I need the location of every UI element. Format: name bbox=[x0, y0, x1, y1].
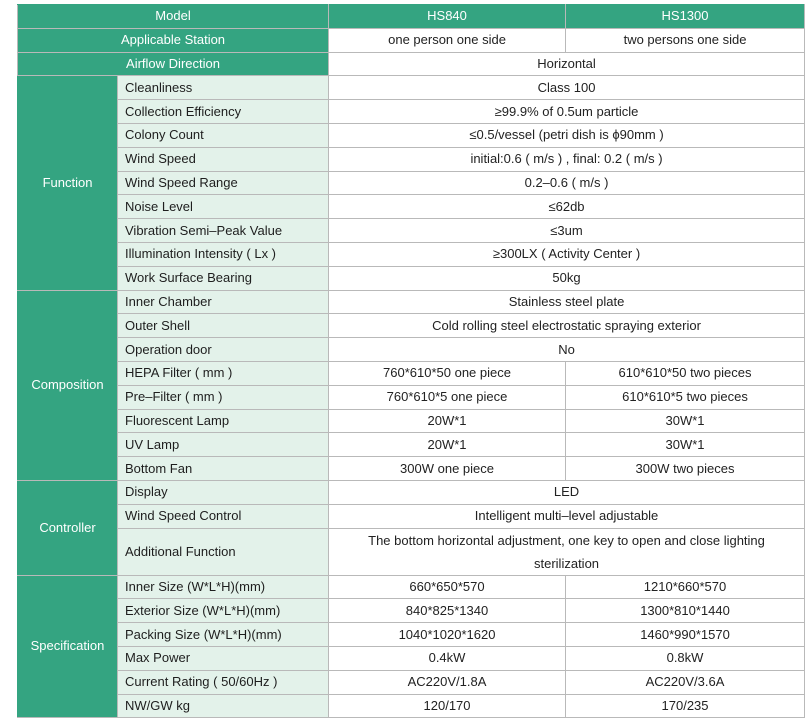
table-row bbox=[18, 433, 805, 457]
hs1300-value: 1460*990*1570 bbox=[566, 623, 805, 647]
hs1300-value: 610*610*50 two pieces bbox=[566, 361, 805, 385]
hs840-value: 300W one piece bbox=[329, 457, 566, 481]
station-hs1300: two persons one side bbox=[566, 28, 805, 52]
additional-function-line-2: sterilization bbox=[534, 555, 600, 571]
airflow-direction-value: Horizontal bbox=[329, 52, 805, 76]
hs1300-value: 300W two pieces bbox=[566, 457, 805, 481]
hs1300-value: 1210*660*570 bbox=[566, 575, 805, 599]
hs840-header: HS840 bbox=[329, 5, 566, 29]
param-value: 50kg bbox=[329, 266, 805, 290]
hs1300-value: 1300*810*1440 bbox=[566, 599, 805, 623]
param-label: UV Lamp bbox=[118, 433, 329, 457]
param-label: Wind Speed Range bbox=[118, 171, 329, 195]
hs1300-value: 0.8kW bbox=[566, 646, 805, 670]
hs840-value: 120/170 bbox=[329, 694, 566, 718]
hs840-value: 20W*1 bbox=[329, 409, 566, 433]
table-row bbox=[18, 28, 805, 52]
hs1300-value: AC220V/3.6A bbox=[566, 670, 805, 694]
table-row bbox=[18, 338, 805, 362]
table-row bbox=[18, 670, 805, 694]
model-header: Model bbox=[18, 5, 329, 29]
spec-table-container bbox=[17, 4, 804, 718]
table-row bbox=[18, 528, 805, 575]
param-label: Pre–Filter ( mm ) bbox=[118, 385, 329, 409]
table-row bbox=[18, 171, 805, 195]
table-row bbox=[18, 123, 805, 147]
param-label: Max Power bbox=[118, 646, 329, 670]
param-label: Wind Speed bbox=[118, 147, 329, 171]
table-row bbox=[18, 575, 805, 599]
param-value: ≥300LX ( Activity Center ) bbox=[329, 242, 805, 266]
hs840-value: 760*610*50 one piece bbox=[329, 361, 566, 385]
param-value: Cold rolling steel electrostatic spraying exterior bbox=[329, 314, 805, 338]
param-label: Inner Size (W*L*H)(mm) bbox=[118, 575, 329, 599]
table-row bbox=[18, 219, 805, 243]
spec-table bbox=[17, 4, 805, 718]
table-row bbox=[18, 266, 805, 290]
table-row bbox=[18, 480, 805, 504]
param-label: Operation door bbox=[118, 338, 329, 362]
param-label: Wind Speed Control bbox=[118, 504, 329, 528]
param-label: Display bbox=[118, 480, 329, 504]
table-row bbox=[18, 290, 805, 314]
param-value: Stainless steel plate bbox=[329, 290, 805, 314]
param-value: LED bbox=[329, 480, 805, 504]
hs840-value: 0.4kW bbox=[329, 646, 566, 670]
param-label: Fluorescent Lamp bbox=[118, 409, 329, 433]
applicable-station-label: Applicable Station bbox=[18, 28, 329, 52]
param-label: Noise Level bbox=[118, 195, 329, 219]
hs1300-value: 30W*1 bbox=[566, 433, 805, 457]
table-row bbox=[18, 52, 805, 76]
param-value: Class 100 bbox=[329, 76, 805, 100]
param-label: Illumination Intensity ( Lx ) bbox=[118, 242, 329, 266]
group-function: Function bbox=[18, 76, 118, 290]
group-composition: Composition bbox=[18, 290, 118, 480]
param-value: ≥99.9% of 0.5um particle bbox=[329, 100, 805, 124]
table-row bbox=[18, 694, 805, 718]
param-value: ≤3um bbox=[329, 219, 805, 243]
param-value: Intelligent multi–level adjustable bbox=[329, 504, 805, 528]
param-label: Packing Size (W*L*H)(mm) bbox=[118, 623, 329, 647]
param-label: NW/GW kg bbox=[118, 694, 329, 718]
additional-function-line-1: The bottom horizontal adjustment, one key to open and close lighting bbox=[368, 532, 765, 548]
table-row bbox=[18, 361, 805, 385]
hs1300-value: 170/235 bbox=[566, 694, 805, 718]
param-label: Cleanliness bbox=[118, 76, 329, 100]
param-label: Vibration Semi–Peak Value bbox=[118, 219, 329, 243]
group-specification: Specification bbox=[18, 575, 118, 718]
hs840-value: 20W*1 bbox=[329, 433, 566, 457]
table-row bbox=[18, 409, 805, 433]
header-row bbox=[18, 5, 805, 29]
hs1300-value: 610*610*5 two pieces bbox=[566, 385, 805, 409]
table-row bbox=[18, 385, 805, 409]
param-label: Inner Chamber bbox=[118, 290, 329, 314]
param-value-multiline bbox=[329, 528, 805, 575]
table-row bbox=[18, 147, 805, 171]
param-label: Current Rating ( 50/60Hz ) bbox=[118, 670, 329, 694]
param-value: No bbox=[329, 338, 805, 362]
param-label: Additional Function bbox=[118, 528, 329, 575]
hs1300-header: HS1300 bbox=[566, 5, 805, 29]
table-row bbox=[18, 504, 805, 528]
table-row bbox=[18, 646, 805, 670]
table-row bbox=[18, 599, 805, 623]
param-value: 0.2–0.6 ( m/s ) bbox=[329, 171, 805, 195]
hs840-value: 1040*1020*1620 bbox=[329, 623, 566, 647]
station-hs840: one person one side bbox=[329, 28, 566, 52]
param-label: Colony Count bbox=[118, 123, 329, 147]
param-label: Exterior Size (W*L*H)(mm) bbox=[118, 599, 329, 623]
param-value: initial:0.6 ( m/s ) , final: 0.2 ( m/s ) bbox=[329, 147, 805, 171]
param-label: Work Surface Bearing bbox=[118, 266, 329, 290]
table-row bbox=[18, 457, 805, 481]
param-label: HEPA Filter ( mm ) bbox=[118, 361, 329, 385]
hs1300-value: 30W*1 bbox=[566, 409, 805, 433]
table-row bbox=[18, 76, 805, 100]
hs840-value: 840*825*1340 bbox=[329, 599, 566, 623]
param-label: Bottom Fan bbox=[118, 457, 329, 481]
group-controller: Controller bbox=[18, 480, 118, 575]
hs840-value: AC220V/1.8A bbox=[329, 670, 566, 694]
hs840-value: 660*650*570 bbox=[329, 575, 566, 599]
table-row bbox=[18, 623, 805, 647]
param-value: ≤62db bbox=[329, 195, 805, 219]
hs840-value: 760*610*5 one piece bbox=[329, 385, 566, 409]
table-row bbox=[18, 195, 805, 219]
table-row bbox=[18, 314, 805, 338]
param-value: ≤0.5/vessel (petri dish is ϕ90mm ) bbox=[329, 123, 805, 147]
table-row bbox=[18, 100, 805, 124]
airflow-direction-label: Airflow Direction bbox=[18, 52, 329, 76]
param-label: Outer Shell bbox=[118, 314, 329, 338]
param-label: Collection Efficiency bbox=[118, 100, 329, 124]
table-row bbox=[18, 242, 805, 266]
